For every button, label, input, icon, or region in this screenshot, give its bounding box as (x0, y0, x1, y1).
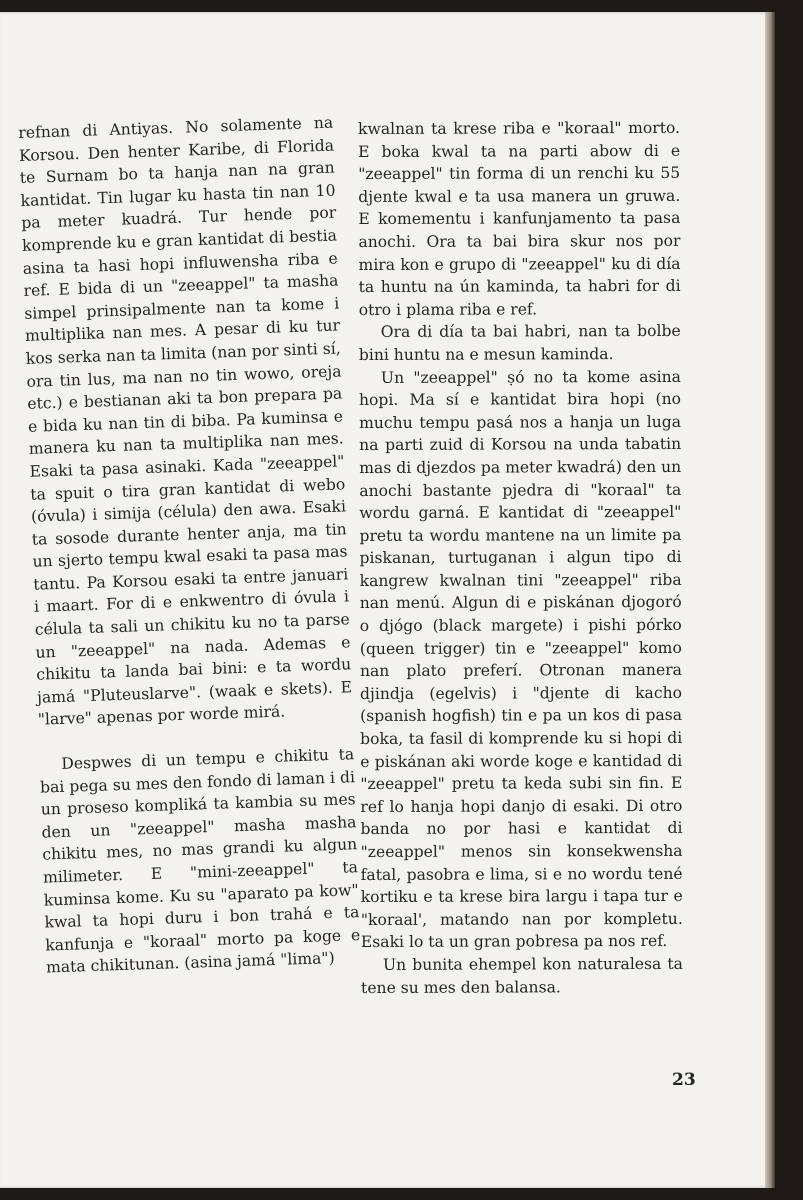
left-column (18, 112, 361, 980)
right-paragraph-4: Un bunita ehempel kon naturalesa ta tene su mes den balansa. (361, 954, 683, 997)
right-paragraph-3: Un "zeeappel" ṣó no ta kome asina hopi. Ma sí e kantidat bira hopi (no muchu tempu pasá nos a hanja un luga na parti zuid di Korsou na unda tabatin mas di djezdos pa meter kwadrá) den un anochi bastante pjedra di "koraal" ta wordu garná. E kantidat di "zeeappel" pretu ta wordu mantene na un limite pa piskanan, turtuganan i algun tipo di kangrew kwalnan tini "zeeappel" riba nan menú. Algun di e piskánan djogoró o djógo (black margete) i pishi pórko (queen trigger) tin e "zeeappel" komo nan plato preferí. Otronan manera djindja (egelvis) i "djente di kacho (spanish hogfish) tin e pa un kos di pasa boka, ta fasil di komprende ku si hopi di e piskánan aki worde koge e kantidad di "zeeappel" pretu ta keda subi sin fin. E ref lo hanja hopi danjo di esaki. Di otro banda no por hasi e kantidat di "zeeappel" menos sin konsekwensha fatal, pasobra e lima, si e no wordu tené kortiku e ta krese bira largu i tapa tur e "koraal', matando nan por kompletu. Esaki lo ta un gran pobresa pa nos ref. (358, 367, 683, 952)
page-number: 23 (672, 1070, 696, 1090)
right-column (358, 117, 683, 999)
right-paragraph-1: kwalnan ta krese riba e "koraal" morto. E boka kwal ta na parti abow di e "zeeappel" tin forma di un renchi ku 55 djente kwal e ta usa manera un gruwa. E komementu i kanfunjamento ta pasa anochi. Ora ta bai bira skur nos por mira kon e grupo di "zeeappel" ku di día ta huntu na ún kaminda, ta habri for di otro i plama riba e ref. (358, 118, 681, 319)
right-paragraph-2: Ora di día ta bai habri, nan ta bolbe bini huntu na e mesun kaminda. (358, 322, 681, 364)
page-edge (765, 12, 775, 1188)
left-paragraph-2: Despwes di un tempu e chikitu ta bai pega su mes den fondo di laman i di un proseso kompliká ta kambia su mes den un "zeeappel" masha masha chikitu mes, no mas grandi ku algun milimeter. E "mini-zeeappel" ta kuminsa kome. Ku su "aparato pa kow" kwal ta hopi duru i bon trahá e ta kanfunja e "koraal" morto pa koge e mata chikitunan. (asina jamá "lima") (39, 745, 361, 977)
left-paragraph-1: refnan di Antiyas. No solamente na Korsou. Den henter Karibe, di Florida te Surnam bo ta hanja nan na gran kantidat. Tin lugar ku hasta tin nan 10 pa meter kuadrá. Tur hende por komprende ku e gran kantidat di bestia asina ta hasi hopi influwensha riba e ref. E bida di un "zeeappel" ta masha simpel prinsipalmente nan ta kome i multiplika nan mes. A pesar di ku tur kos serka nan ta limita (nan por sinti sí, ora tin lus, ma nan no tin wowo, oreja etc.) e bestianan aki ta bon prepara pa e bida ku nan tin di biba. Pa kuminsa e manera ku nan ta multiplika nan mes. Esaki ta pasa asinaki. Kada "zeeappel" ta spuit o tira gran kantidat di webo (óvula) i simija (célula) den awa. Esaki ta sosode durante henter anja, ma tin un sjerto tempu kwal esaki ta pasa mas tantu. Pa Korsou esaki ta entre januari i maart. For di e enkwentro di óvula i célula ta sali un chikitu ku no ta parse un "zeeappel" na nada. Ademas e chikitu ta landa bai bini: e ta wordu jamá "Pluteuslarve". (waak e skets). E "larve" apenas por worde mirá. (18, 113, 353, 730)
